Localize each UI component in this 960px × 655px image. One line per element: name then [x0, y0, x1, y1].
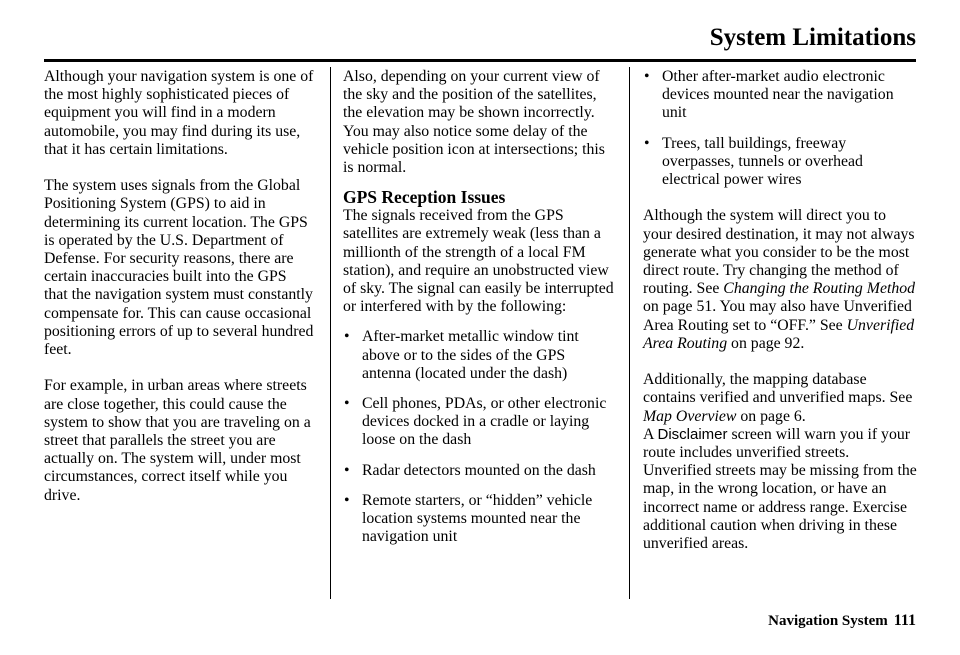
list-item: • After-market metallic window tint above or to the sides of the GPS antenna (located under the dash): [343, 328, 618, 383]
column-divider: [330, 67, 331, 599]
text-run: on page 6.: [736, 407, 806, 425]
interference-list: [343, 328, 618, 546]
paragraph-routing: [643, 207, 918, 353]
list-item: • Radar detectors mounted on the dash: [343, 462, 618, 480]
paragraph-intro: Although your navigation system is one of the most highly sophisticated pieces of equipment you will find in a modern automobile, you may find during its use, that it has certain limitations.: [44, 68, 314, 158]
footer-section-name: Navigation System: [768, 613, 888, 629]
page-number: 111: [893, 612, 916, 629]
section-heading: GPS Reception Issues: [343, 187, 506, 208]
list-item: • Remote starters, or “hidden” vehicle location systems mounted near the navigation unit: [343, 492, 618, 547]
list-item: • Other after-market audio electronic devices mounted near the navigation unit: [643, 68, 918, 123]
text-run: on page 92.: [727, 334, 805, 352]
title-rule: [44, 59, 916, 62]
list-item: • Cell phones, PDAs, or other electronic devices docked in a cradle or laying loose on the dash: [343, 395, 618, 450]
text-run: Additionally, the mapping database contains verified and unverified maps. See: [643, 371, 913, 407]
column-divider: [629, 67, 630, 599]
paragraph-mapping-database: [643, 371, 918, 553]
text-run: on page 51. You may also have Unverified Area Routing set to “OFF.” See: [643, 298, 912, 334]
cross-reference-link: Unverified Area Routing: [643, 316, 915, 352]
column-1: [44, 68, 314, 523]
column-3: [643, 68, 918, 571]
cross-reference-link: Changing the Routing Method: [723, 280, 916, 298]
list-item: • Trees, tall buildings, freeway overpasses, tunnels or overhead electrical power wires: [643, 135, 918, 190]
text-run: screen will warn you if your route includes unverified streets. Unverified streets may be missing from the map, in the wrong location, or have an incorrect name or address range. Exercise additional caution when driving in these unverified areas.: [643, 425, 917, 553]
paragraph-gps-signals: The system uses signals from the Global Positioning System (GPS) to aid in determining its current location. The GPS is operated by the U.S. Department of Defense. For security reasons, there are certain inaccuracies built into the GPS that the navigation system must constantly compensate for. This can cause occasional positioning errors of up to several hundred feet.: [44, 177, 314, 359]
paragraph-urban-example: For example, in urban areas where streets are close together, this could cause the system to show that you are traveling on a street that parallels the street you are actually on. The system will, under most circumstances, correct itself while you drive.: [44, 377, 311, 504]
paragraph-elevation: Also, depending on your current view of the sky and the position of the satellites, the elevation may be shown incorrectly. You may also notice some delay of the vehicle position icon at intersections; this is normal.: [343, 68, 605, 177]
column-2: [343, 68, 618, 558]
text-run: Although the system will direct you to your desired destination, it may not always generate what you consider to be the most direct route. Try changing the method of routing. See: [643, 207, 915, 298]
page-footer: [768, 612, 916, 630]
screen-name: Disclaimer: [657, 425, 728, 443]
paragraph-reception: The signals received from the GPS satellites are extremely weak (less than a millionth of the strength of a local FM station), and require an unobstructed view of sky. The signal can easily be interrupted or interfered with by the following:: [343, 207, 614, 316]
page-title: System Limitations: [709, 24, 916, 51]
interference-list-continued: [643, 68, 918, 189]
text-run: A: [643, 425, 658, 443]
cross-reference-link: Map Overview: [643, 407, 737, 425]
